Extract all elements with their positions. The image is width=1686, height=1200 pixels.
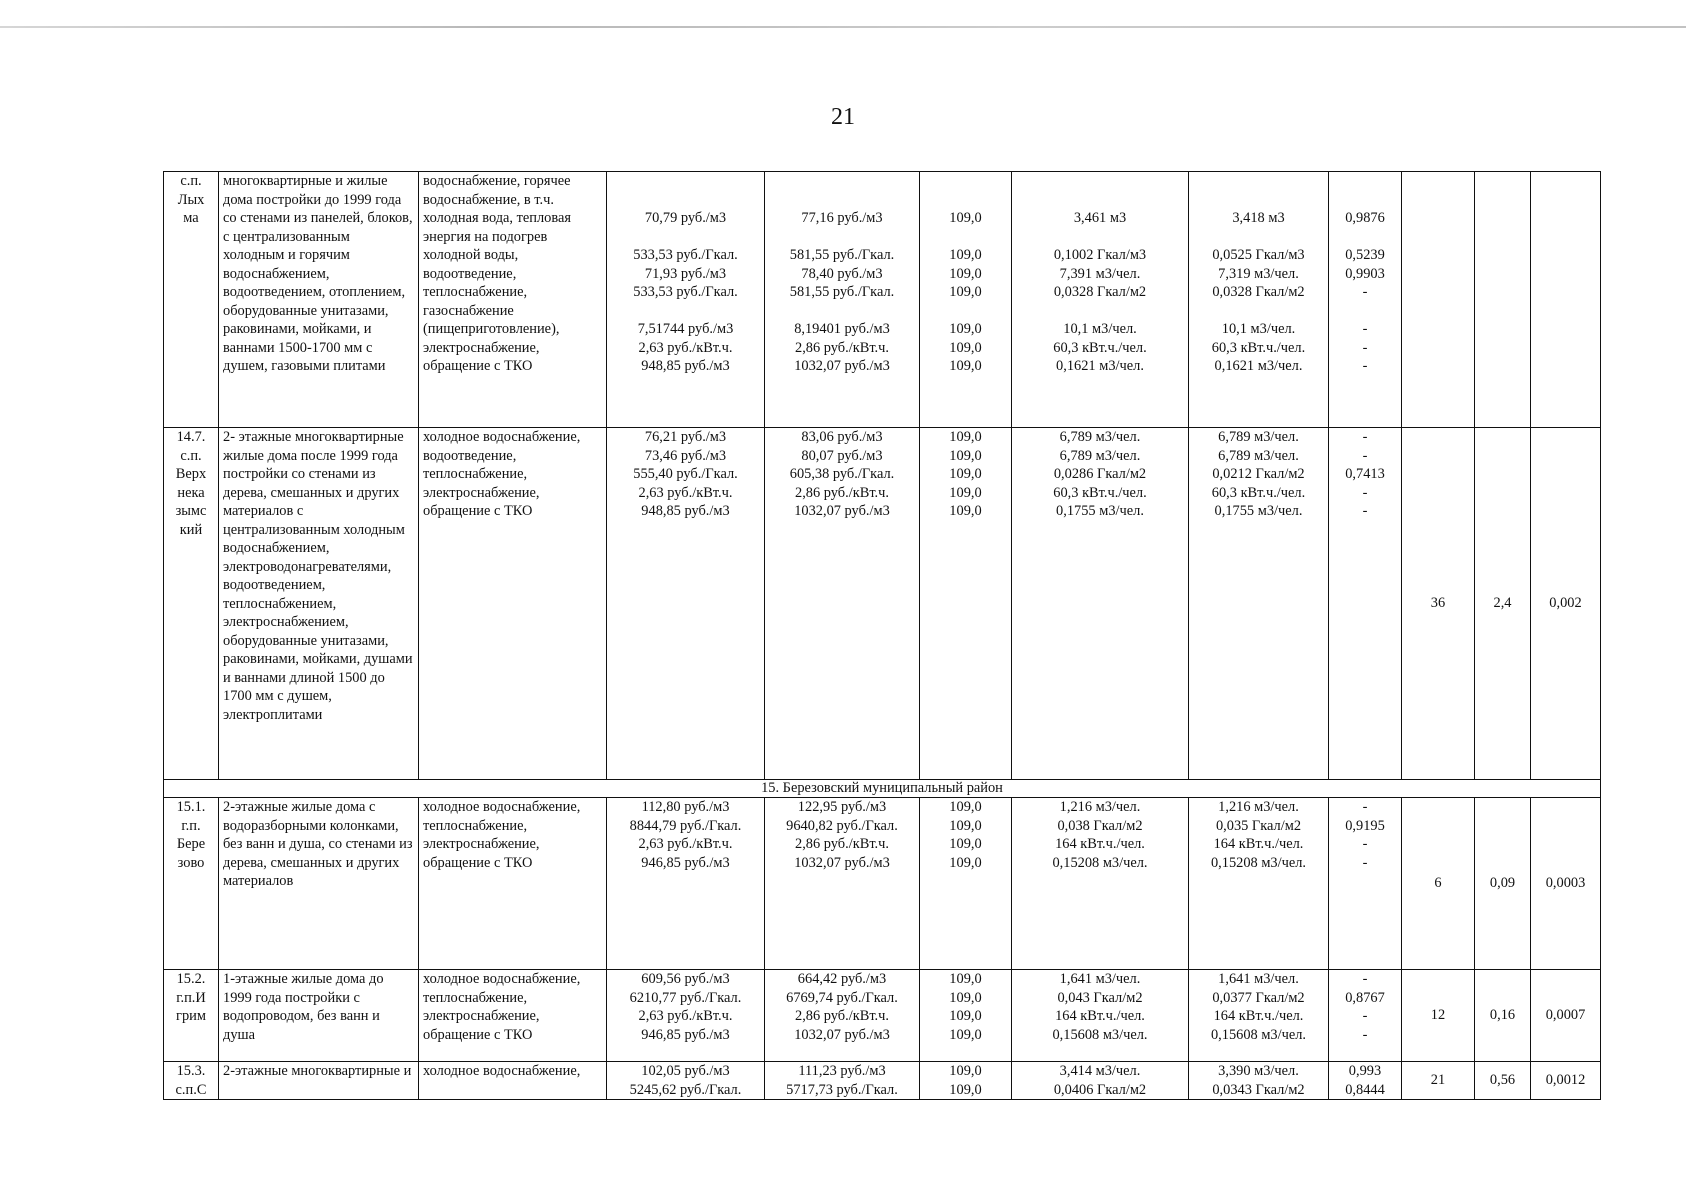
tariff-new-cell: 77,16 руб./м3 581,55 руб./Гкал. 78,40 руб./м3 581,55 руб./Гкал. 8,19401 руб./м3 2,86 руб./кВт.ч. 1032,07 руб./м3 xyxy=(765,172,920,428)
value-cell: 0,16 xyxy=(1475,970,1531,1062)
tariff-old-cell: 76,21 руб./м3 73,46 руб./м3 555,40 руб./Гкал. 2,63 руб./кВт.ч. 948,85 руб./м3 xyxy=(607,428,765,780)
index-cell: 109,0 109,0 109,0 109,0 xyxy=(920,970,1012,1062)
services-cell: холодное водоснабжение, теплоснабжение, электроснабжение, обращение с ТКО xyxy=(419,970,607,1062)
value-cell: 36 xyxy=(1402,428,1475,780)
tariff-old-cell: 609,56 руб./м3 6210,77 руб./Гкал. 2,63 руб./кВт.ч. 946,85 руб./м3 xyxy=(607,970,765,1062)
norm-old-cell: 1,641 м3/чел. 0,043 Гкал/м2 164 кВт.ч./чел. 0,15608 м3/чел. xyxy=(1012,970,1189,1062)
services-cell: холодное водоснабжение, теплоснабжение, электроснабжение, обращение с ТКО xyxy=(419,798,607,970)
norm-old-cell: 1,216 м3/чел. 0,038 Гкал/м2 164 кВт.ч./чел. 0,15208 м3/чел. xyxy=(1012,798,1189,970)
table-row xyxy=(164,1062,1601,1100)
row-number-cell: 15.2. г.п.И грим xyxy=(164,970,219,1062)
value-cell: 12 xyxy=(1402,970,1475,1062)
value-cell xyxy=(1475,172,1531,428)
norm-old-cell: 3,461 м3 0,1002 Гкал/м3 7,391 м3/чел. 0,0328 Гкал/м2 10,1 м3/чел. 60,3 кВт.ч./чел. 0,1621 м3/чел. xyxy=(1012,172,1189,428)
section-header-row xyxy=(164,780,1601,798)
table-row xyxy=(164,970,1601,1062)
page-number: 21 xyxy=(831,104,855,130)
description-cell: 2-этажные многоквартирные и xyxy=(219,1062,419,1100)
section-header: 15. Березовский муниципальный район xyxy=(164,780,1601,798)
services-cell: водоснабжение, горячее водоснабжение, в т.ч. холодная вода, тепловая энергия на подогрев холодной воды, водоотведение, теплоснабжение, газоснабжение (пищеприготовление), электроснабжение, обращение с ТКО xyxy=(419,172,607,428)
coefficient-cell: - 0,8767 - - xyxy=(1329,970,1402,1062)
table-row xyxy=(164,172,1601,428)
table-row xyxy=(164,428,1601,780)
tariff-table xyxy=(163,171,1601,1100)
index-cell: 109,0 109,0 xyxy=(920,1062,1012,1100)
norm-new-cell: 6,789 м3/чел. 6,789 м3/чел. 0,0212 Гкал/м2 60,3 кВт.ч./чел. 0,1755 м3/чел. xyxy=(1189,428,1329,780)
description-cell: многоквартирные и жилые дома постройки до 1999 года со стенами из панелей, блоков, с централизованным холодным и горячим водоснабжением, водоотведением, отоплением, оборудованные унитазами, раковинами, мойками, и ваннами 1500-1700 мм с душем, газовыми плитами xyxy=(219,172,419,428)
index-cell: 109,0 109,0 109,0 109,0 109,0 109,0 109,0 xyxy=(920,172,1012,428)
row-number-cell: с.п. Лых ма xyxy=(164,172,219,428)
coefficient-cell: - 0,9195 - - xyxy=(1329,798,1402,970)
norm-new-cell: 3,390 м3/чел. 0,0343 Гкал/м2 xyxy=(1189,1062,1329,1100)
row-number-cell: 15.3. с.п.С xyxy=(164,1062,219,1100)
value-cell: 0,0003 xyxy=(1531,798,1601,970)
norm-old-cell: 3,414 м3/чел. 0,0406 Гкал/м2 xyxy=(1012,1062,1189,1100)
value-cell: 2,4 xyxy=(1475,428,1531,780)
tariff-old-cell: 70,79 руб./м3 533,53 руб./Гкал. 71,93 руб./м3 533,53 руб./Гкал. 7,51744 руб./м3 2,63 руб./кВт.ч. 948,85 руб./м3 xyxy=(607,172,765,428)
description-cell: 1-этажные жилые дома до 1999 года постройки с водопроводом, без ванн и душа xyxy=(219,970,419,1062)
coefficient-cell: 0,993 0,8444 xyxy=(1329,1062,1402,1100)
norm-new-cell: 1,641 м3/чел. 0,0377 Гкал/м2 164 кВт.ч./чел. 0,15608 м3/чел. xyxy=(1189,970,1329,1062)
description-cell: 2- этажные многоквартирные жилые дома после 1999 года постройки со стенами из дерева, смешанных и других материалов с централизованным холодным водоснабжением, электроводонагревателями, водоотведением, теплоснабжением, электроснабжением, оборудованные унитазами, раковинами, мойками, душами и ваннами длиной 1500 до 1700 мм с душем, электроплитами xyxy=(219,428,419,780)
value-cell: 0,56 xyxy=(1475,1062,1531,1100)
tariff-old-cell: 112,80 руб./м3 8844,79 руб./Гкал. 2,63 руб./кВт.ч. 946,85 руб./м3 xyxy=(607,798,765,970)
value-cell: 0,09 xyxy=(1475,798,1531,970)
tariff-new-cell: 122,95 руб./м3 9640,82 руб./Гкал. 2,86 руб./кВт.ч. 1032,07 руб./м3 xyxy=(765,798,920,970)
services-cell: холодное водоснабжение, водоотведение, теплоснабжение, электроснабжение, обращение с ТКО xyxy=(419,428,607,780)
value-cell: 0,002 xyxy=(1531,428,1601,780)
value-cell: 6 xyxy=(1402,798,1475,970)
value-cell: 0,0007 xyxy=(1531,970,1601,1062)
value-cell xyxy=(1402,172,1475,428)
norm-new-cell: 1,216 м3/чел. 0,035 Гкал/м2 164 кВт.ч./чел. 0,15208 м3/чел. xyxy=(1189,798,1329,970)
tariff-new-cell: 111,23 руб./м3 5717,73 руб./Гкал. xyxy=(765,1062,920,1100)
services-cell: холодное водоснабжение, xyxy=(419,1062,607,1100)
tariff-new-cell: 83,06 руб./м3 80,07 руб./м3 605,38 руб./Гкал. 2,86 руб./кВт.ч. 1032,07 руб./м3 xyxy=(765,428,920,780)
description-cell: 2-этажные жилые дома с водоразборными колонками, без ванн и душа, со стенами из дерева, смешанных и других материалов xyxy=(219,798,419,970)
index-cell: 109,0 109,0 109,0 109,0 109,0 xyxy=(920,428,1012,780)
norm-old-cell: 6,789 м3/чел. 6,789 м3/чел. 0,0286 Гкал/м2 60,3 кВт.ч./чел. 0,1755 м3/чел. xyxy=(1012,428,1189,780)
value-cell xyxy=(1531,172,1601,428)
tariff-old-cell: 102,05 руб./м3 5245,62 руб./Гкал. xyxy=(607,1062,765,1100)
tariff-new-cell: 664,42 руб./м3 6769,74 руб./Гкал. 2,86 руб./кВт.ч. 1032,07 руб./м3 xyxy=(765,970,920,1062)
coefficient-cell: 0,9876 0,5239 0,9903 - - - - xyxy=(1329,172,1402,428)
value-cell: 21 xyxy=(1402,1062,1475,1100)
row-number-cell: 15.1. г.п. Бере зово xyxy=(164,798,219,970)
row-number-cell: 14.7. с.п. Верх нека зымс кий xyxy=(164,428,219,780)
index-cell: 109,0 109,0 109,0 109,0 xyxy=(920,798,1012,970)
scan-top-edge xyxy=(0,26,1686,28)
value-cell: 0,0012 xyxy=(1531,1062,1601,1100)
coefficient-cell: - - 0,7413 - - xyxy=(1329,428,1402,780)
norm-new-cell: 3,418 м3 0,0525 Гкал/м3 7,319 м3/чел. 0,0328 Гкал/м2 10,1 м3/чел. 60,3 кВт.ч./чел. 0,1621 м3/чел. xyxy=(1189,172,1329,428)
table-row xyxy=(164,798,1601,970)
